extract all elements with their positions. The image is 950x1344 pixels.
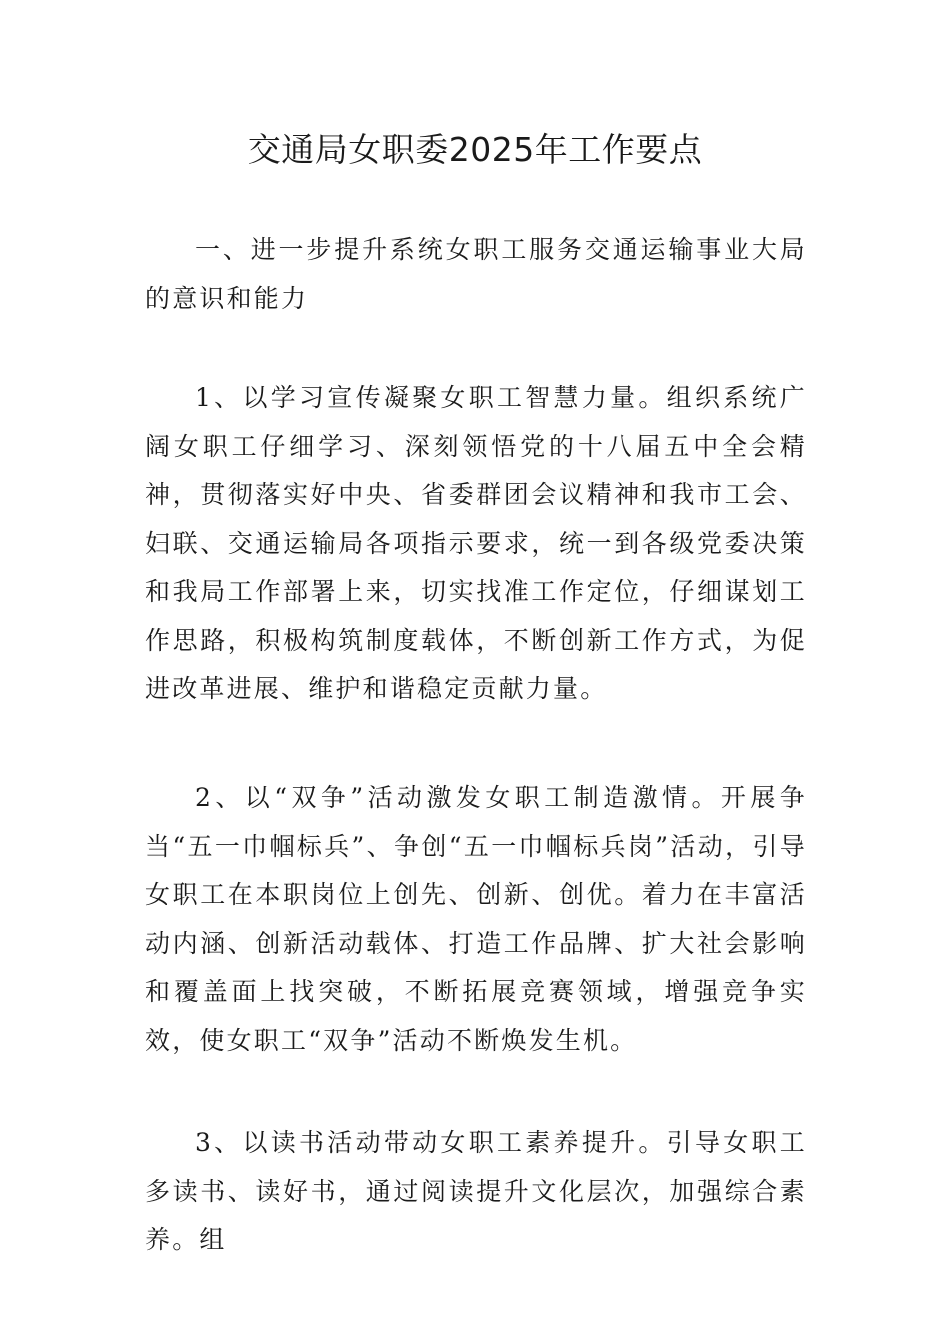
section-heading: 一、进一步提升系统女职工服务交通运输事业大局的意识和能力 (145, 235, 807, 313)
paragraph-2: 2、以“双争”活动激发女职工制造激情。开展争当“五一巾帼标兵”、争创“五一巾帼标兵岗”活动，引导女职工在本职岗位上创先、创新、创优。着力在丰富活动内涵、创新活动载体、打造工作品牌、扩大社会影响和覆盖面上找突破，不断拓展竞赛领域，增强竞争实效，使女职工“双争”活动不断焕发生机。 (145, 783, 807, 1055)
paragraph-1: 1、以学习宣传凝聚女职工智慧力量。组织系统广阔女职工仔细学习、深刻领悟党的十八届五中全会精神，贯彻落实好中央、省委群团会议精神和我市工会、妇联、交通运输局各项指示要求，统一到各级党委决策和我局工作部署上来，切实找准工作定位，仔细谋划工作思路，积极构筑制度载体，不断创新工作方式，为促进改革进展、维护和谐稳定贡献力量。 (145, 383, 807, 703)
document-title: 交通局女职委2025年工作要点 (247, 130, 703, 169)
paragraph-3: 3、以读书活动带动女职工素养提升。引导女职工多读书、读好书，通过阅读提升文化层次，加强综合素养。组 (145, 1128, 807, 1254)
